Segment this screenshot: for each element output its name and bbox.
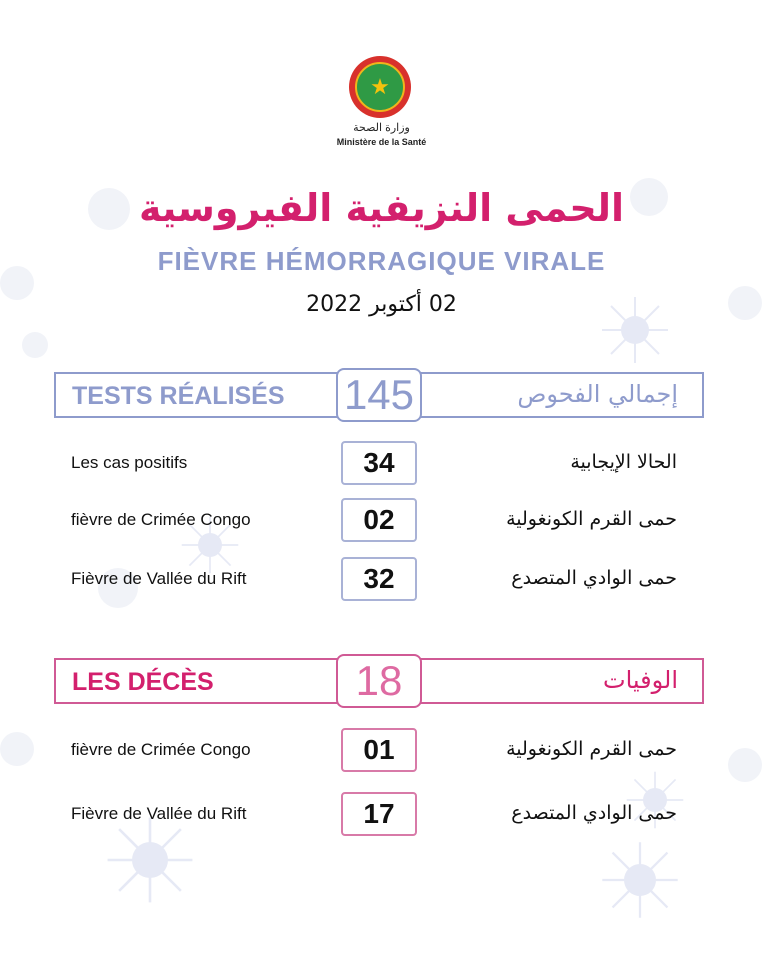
ministry-logo [349, 56, 411, 118]
decorative-circle [22, 332, 48, 358]
deaths-row [0, 792, 763, 836]
row-value: 17 [341, 792, 417, 836]
row-label-fr: Fièvre de Vallée du Rift [71, 569, 247, 588]
deaths-total: 18 [336, 654, 422, 708]
row-value: 01 [341, 728, 417, 772]
tests-summary-band [54, 372, 704, 418]
tests-label-fr: TESTS RÉALISÉS [72, 382, 285, 410]
page-title-ar: الحمى النزيفية الفيروسية [138, 186, 625, 230]
tests-label-ar: إجمالي الفحوص [517, 380, 678, 408]
deaths-summary-band [54, 658, 704, 704]
row-label-ar: حمى الوادي المتصدع [511, 802, 677, 824]
row-label-ar: حمى الوادي المتصدع [511, 567, 677, 589]
tests-row [0, 441, 763, 485]
virus-sun-icon [600, 840, 680, 920]
star-icon: ★ [355, 62, 405, 112]
row-label-ar: حمى القرم الكونغولية [506, 738, 677, 760]
report-date: 02 أكتوبر 2022 [306, 292, 457, 317]
page-title-fr: FIÈVRE HÉMORRAGIQUE VIRALE [157, 246, 606, 276]
row-value: 32 [341, 557, 417, 601]
tests-row [0, 498, 763, 542]
row-label-fr: fièvre de Crimée Congo [71, 510, 251, 529]
row-label-ar: حمى القرم الكونغولية [506, 508, 677, 530]
row-label-fr: fièvre de Crimée Congo [71, 740, 251, 759]
row-label-ar: الحالا الإيجابية [570, 451, 677, 473]
ministry-name-ar: وزارة الصحة [353, 122, 410, 134]
row-value: 02 [341, 498, 417, 542]
row-value: 34 [341, 441, 417, 485]
row-label-fr: Fièvre de Vallée du Rift [71, 804, 247, 823]
deaths-row [0, 728, 763, 772]
ministry-name-fr: Ministère de la Santé [336, 137, 427, 147]
tests-total: 145 [336, 368, 422, 422]
tests-row [0, 557, 763, 601]
deaths-label-fr: LES DÉCÈS [72, 668, 214, 696]
row-label-fr: Les cas positifs [71, 453, 188, 472]
deaths-label-ar: الوفيات [603, 666, 678, 694]
